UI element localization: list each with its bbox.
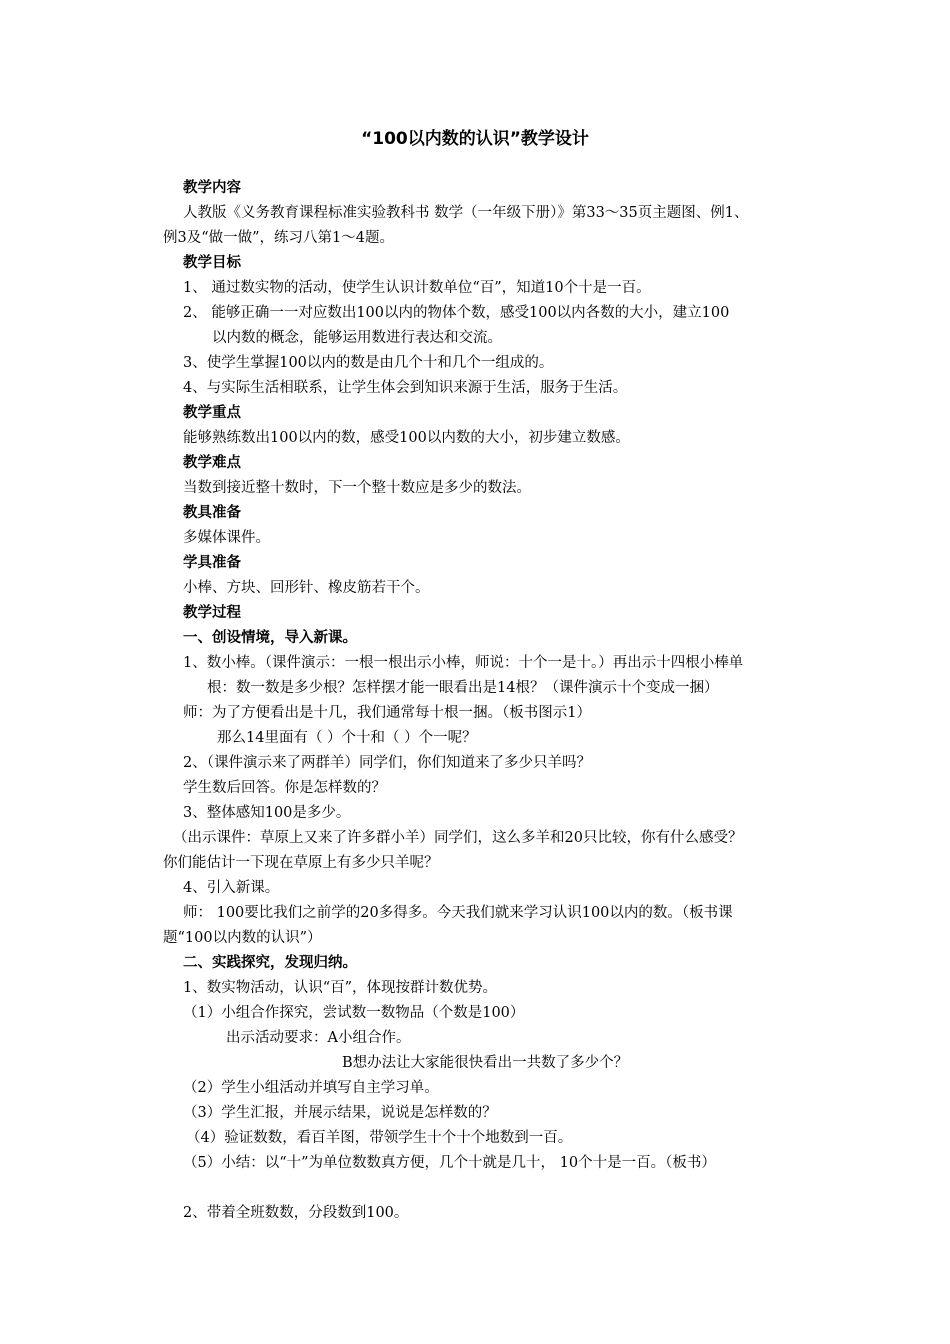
paragraph-line: 2、（课件演示来了两群羊）同学们，你们知道来了多少只羊吗？ bbox=[183, 755, 591, 771]
paragraph-line: 那么14里面有（ ）个十和（ ）个一呢？ bbox=[217, 730, 477, 746]
paragraph-line: 小棒、方块、回形针、橡皮筋若干个。 bbox=[183, 580, 430, 596]
paragraph-line: 1、数小棒。（课件演示：一根一根出示小棒，师说：十个一是十。）再出示十四根小棒单 bbox=[183, 655, 744, 671]
paragraph-line: 你们能估计一下现在草原上有多少只羊呢？ bbox=[163, 855, 439, 871]
paragraph-line: 根：数一数是多少根？怎样摆才能一眼看出是14根？（课件演示十个变成一捆） bbox=[207, 680, 719, 696]
paragraph-line: 2、 能够正确一一对应数出100以内的物体个数，感受100以内各数的大小，建立100 bbox=[183, 305, 730, 321]
paragraph-line: 题“100以内数的认识”） bbox=[163, 930, 322, 946]
paragraph-line: B想办法让大家能很快看出一共数了多少个？ bbox=[342, 1055, 629, 1071]
paragraph-line: 多媒体课件。 bbox=[183, 530, 270, 546]
paragraph-line: 3、使学生掌握100以内的数是由几个十和几个一组成的。 bbox=[183, 355, 554, 371]
paragraph-line: 1、数实物活动，认识“百”，体现按群计数优势。 bbox=[183, 980, 498, 996]
paragraph-line: （3）学生汇报，并展示结果，说说是怎样数的？ bbox=[183, 1105, 497, 1121]
paragraph-line: （1）小组合作探究，尝试数一数物品（个数是100） bbox=[183, 1005, 525, 1021]
paragraph-line: 人教版《义务教育课程标准实验教科书 数学（一年级下册）》第33～35页主题图、例1、 bbox=[183, 205, 749, 221]
heading-key-points: 教学重点 bbox=[183, 405, 241, 421]
paragraph-line: 能够熟练数出100以内的数，感受100以内数的大小，初步建立数感。 bbox=[183, 430, 630, 446]
paragraph-line: 以内数的概念，能够运用数进行表达和交流。 bbox=[212, 330, 502, 346]
paragraph-line: 例3及“做一做”，练习八第1～4题。 bbox=[163, 230, 395, 246]
heading-content: 教学内容 bbox=[183, 180, 241, 196]
paragraph-line: 3、整体感知100是多少。 bbox=[183, 805, 351, 821]
section-heading-1: 一、创设情境，导入新课。 bbox=[183, 630, 357, 646]
heading-goals: 教学目标 bbox=[183, 255, 241, 271]
paragraph-line: 师： 100要比我们之前学的20多得多。今天我们就来学习认识100以内的数。（板书课 bbox=[183, 905, 733, 921]
paragraph-line: （5）小结：以“十”为单位数数真方便，几个十就是几十， 10个十是一百。（板书） bbox=[183, 1155, 716, 1171]
paragraph-line: （出示课件：草原上又来了许多群小羊）同学们，这么多羊和20只比较，你有什么感受？ bbox=[173, 830, 743, 846]
paragraph-line: 1、 通过数实物的活动，使学生认识计数单位“百”，知道10个十是一百。 bbox=[183, 280, 651, 296]
paragraph-line: 当数到接近整十数时，下一个整十数应是多少的数法。 bbox=[183, 480, 531, 496]
heading-difficulties: 教学难点 bbox=[183, 455, 241, 471]
paragraph-line: 师：为了方便看出是十几，我们通常每十根一捆。（板书图示1） bbox=[183, 705, 591, 721]
section-heading-2: 二、实践探究，发现归纳。 bbox=[183, 955, 357, 971]
paragraph-line: 2、带着全班数数，分段数到100。 bbox=[183, 1205, 409, 1221]
paragraph-line: 出示活动要求：A小组合作。 bbox=[226, 1030, 411, 1046]
paragraph-line: （2）学生小组活动并填写自主学习单。 bbox=[183, 1080, 439, 1096]
paragraph-line: 4、与实际生活相联系，让学生体会到知识来源于生活，服务于生活。 bbox=[183, 380, 628, 396]
document-title: “100以内数的认识”教学设计 bbox=[361, 129, 589, 149]
heading-teaching-aids: 教具准备 bbox=[183, 505, 241, 521]
paragraph-line: 学生数后回答。你是怎样数的？ bbox=[183, 780, 386, 796]
heading-process: 教学过程 bbox=[183, 605, 241, 621]
heading-student-aids: 学具准备 bbox=[183, 555, 241, 571]
paragraph-line: 4、引入新课。 bbox=[183, 880, 280, 896]
paragraph-line: （4）验证数数，看百羊图，带领学生十个十个地数到一百。 bbox=[186, 1130, 573, 1146]
